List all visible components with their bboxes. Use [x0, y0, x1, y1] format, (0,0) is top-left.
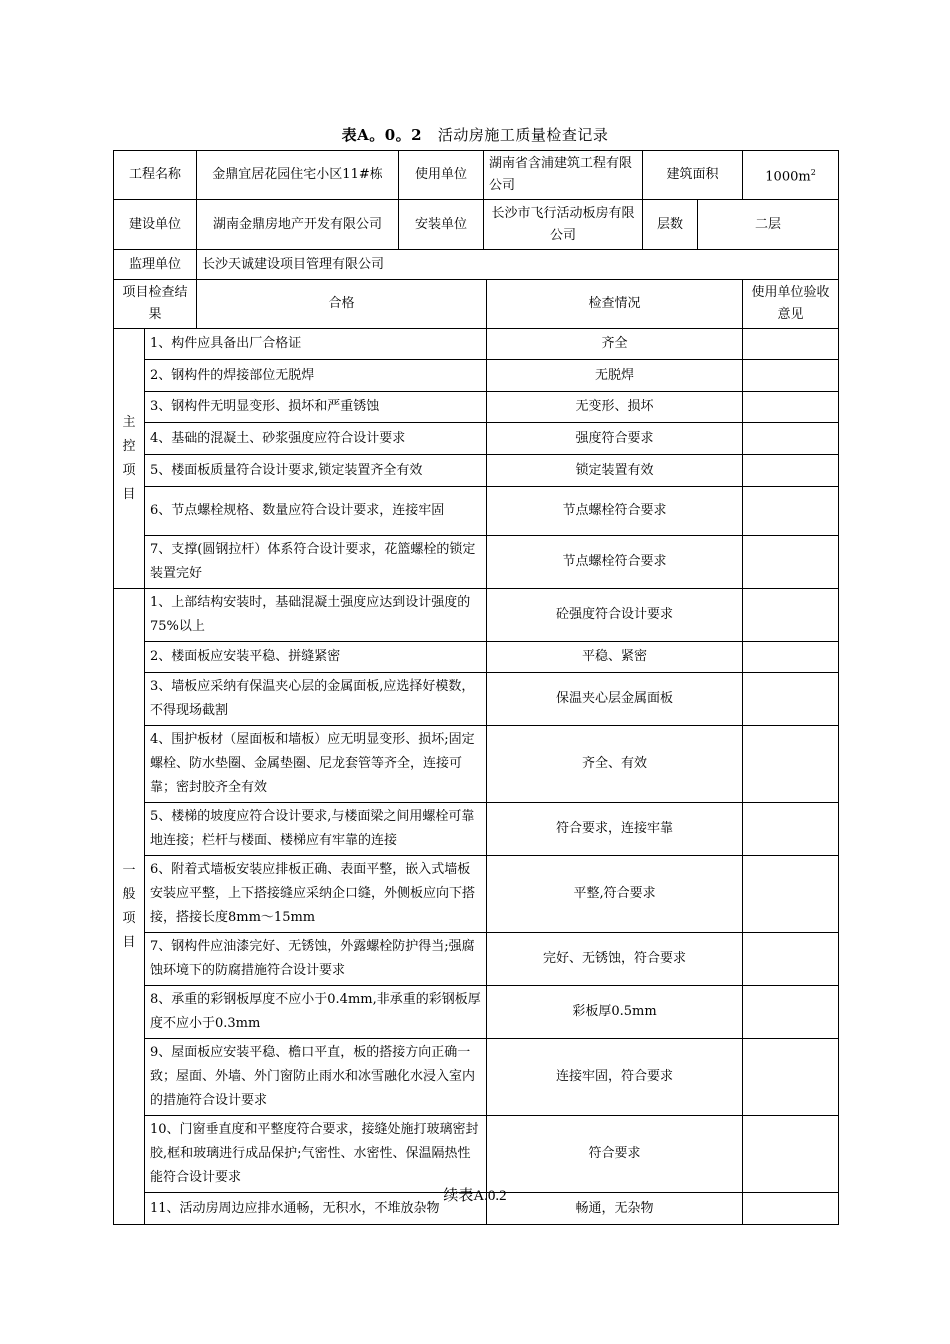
general-item-text: 11、活动房周边应排水通畅，无积水，不堆放杂物	[145, 1193, 487, 1225]
general-item-acceptance	[743, 803, 839, 856]
header-row-3	[114, 250, 839, 280]
installer-value: 长沙市飞行活动板房有限公司	[484, 200, 643, 250]
general-item-status: 符合要求，连接牢靠	[487, 803, 743, 856]
main-item-status: 无变形、损坏	[487, 392, 743, 423]
general-item-text: 2、楼面板应安装平稳、拼缝紧密	[145, 642, 487, 673]
area-unit-sup: 2	[810, 167, 816, 177]
general-items-label: 一 般 项 目	[114, 589, 145, 1225]
general-item-acceptance	[743, 986, 839, 1039]
main-item-row	[114, 487, 839, 536]
main-item-row	[114, 329, 839, 360]
general-item-status: 符合要求	[487, 1116, 743, 1193]
main-item-text: 7、支撑(圆钢拉杆）体系符合设计要求，花篮螺栓的锁定装置完好	[145, 536, 487, 589]
general-item-row	[114, 1116, 839, 1193]
main-item-acceptance	[743, 329, 839, 360]
area-value: 1000m	[765, 169, 811, 185]
general-item-text: 9、屋面板应安装平稳、檐口平直，板的搭接方向正确一致；屋面、外墙、外门窗防止雨水和冰雪融化水浸入室内的措施符合设计要求	[145, 1039, 487, 1116]
main-item-status: 无脱焊	[487, 360, 743, 392]
main-item-acceptance	[743, 487, 839, 536]
general-item-row	[114, 986, 839, 1039]
project-name-value: 金鼎宜居花园住宅小区11#栋	[197, 151, 399, 200]
supervisor-label: 监理单位	[114, 250, 197, 280]
general-item-row	[114, 856, 839, 933]
col-acceptance: 使用单位验收意见	[743, 280, 839, 329]
main-item-acceptance	[743, 392, 839, 423]
main-item-text: 3、钢构件无明显变形、损坏和严重锈蚀	[145, 392, 487, 423]
general-item-row	[114, 673, 839, 726]
general-item-status: 彩板厚0.5mm	[487, 986, 743, 1039]
general-item-text: 5、楼梯的坡度应符合设计要求,与楼面梁之间用螺栓可靠地连接；栏杆与楼面、楼梯应有牢靠的连接	[145, 803, 487, 856]
main-items-label: 主 控 项 目	[114, 329, 145, 589]
col-check-result: 项目检查结果	[114, 280, 197, 329]
user-unit-label: 使用单位	[399, 151, 484, 200]
general-item-text: 7、钢构件应油漆完好、无锈蚀，外露螺栓防护得当;强腐蚀环境下的防腐措施符合设计要求	[145, 933, 487, 986]
general-item-text: 1、上部结构安装时，基础混凝土强度应达到设计强度的75%以上	[145, 589, 487, 642]
main-item-text: 6、节点螺栓规格、数量应符合设计要求，连接牢固	[145, 487, 487, 536]
area-value-cell	[743, 151, 839, 200]
general-item-acceptance	[743, 726, 839, 803]
general-item-text: 3、墙板应采纳有保温夹心层的金属面板,应选择好模数，不得现场截割	[145, 673, 487, 726]
general-item-status: 平整,符合要求	[487, 856, 743, 933]
main-item-row	[114, 455, 839, 487]
continued-table-caption: 续表A.0.2	[443, 1188, 507, 1204]
general-item-text: 6、附着式墙板安装应排板正确、表面平整，嵌入式墙板安装应平整，上下搭接缝应采纳企口缝，外侧板应向下搭接，搭接长度8mm～15mm	[145, 856, 487, 933]
main-item-text: 2、钢构件的焊接部位无脱焊	[145, 360, 487, 392]
general-item-row	[114, 726, 839, 803]
general-item-status: 保温夹心层金属面板	[487, 673, 743, 726]
general-item-row	[114, 933, 839, 986]
main-item-text: 4、基础的混凝土、砂浆强度应符合设计要求	[145, 423, 487, 455]
main-item-row	[114, 360, 839, 392]
main-item-text: 5、楼面板质量符合设计要求,锁定装置齐全有效	[145, 455, 487, 487]
general-item-acceptance	[743, 642, 839, 673]
builder-value: 湖南金鼎房地产开发有限公司	[197, 200, 399, 250]
general-item-row	[114, 803, 839, 856]
general-item-text: 10、门窗垂直度和平整度符合要求，接缝处施打玻璃密封胶,框和玻璃进行成品保护;气密性、水密性、保温隔热性能符合设计要求	[145, 1116, 487, 1193]
main-item-acceptance	[743, 536, 839, 589]
main-item-status: 节点螺栓符合要求	[487, 536, 743, 589]
header-row-1	[114, 151, 839, 200]
main-item-row	[114, 423, 839, 455]
main-item-text: 1、构件应具备出厂合格证	[145, 329, 487, 360]
main-item-status: 节点螺栓符合要求	[487, 487, 743, 536]
column-header-row	[114, 280, 839, 329]
general-item-text: 4、围护板材（屋面板和墙板）应无明显变形、损坏;固定螺栓、防水垫圈、金属垫圈、尼龙套管等齐全，连接可靠；密封胶齐全有效	[145, 726, 487, 803]
floors-value: 二层	[698, 200, 839, 250]
general-item-acceptance	[743, 933, 839, 986]
main-item-row	[114, 536, 839, 589]
user-unit-value: 湖南省含浦建筑工程有限公司	[484, 151, 643, 200]
floors-label: 层数	[643, 200, 698, 250]
inspection-record-table	[113, 150, 839, 1225]
header-row-2	[114, 200, 839, 250]
document-title	[0, 124, 950, 145]
col-qualified: 合格	[197, 280, 487, 329]
main-item-status: 齐全	[487, 329, 743, 360]
general-item-status: 平稳、紧密	[487, 642, 743, 673]
main-item-acceptance	[743, 360, 839, 392]
main-item-row	[114, 392, 839, 423]
title-text: 活动房施工质量检查记录	[437, 126, 609, 144]
builder-label: 建设单位	[114, 200, 197, 250]
general-item-status: 齐全、有效	[487, 726, 743, 803]
general-item-text: 8、承重的彩钢板厚度不应小于0.4mm,非承重的彩钢板厚度不应小于0.3mm	[145, 986, 487, 1039]
general-item-row	[114, 589, 839, 642]
area-label: 建筑面积	[643, 151, 743, 200]
general-item-acceptance	[743, 589, 839, 642]
general-item-row	[114, 642, 839, 673]
main-item-status: 锁定装置有效	[487, 455, 743, 487]
general-item-status: 砼强度符合设计要求	[487, 589, 743, 642]
supervisor-value: 长沙天诚建设项目管理有限公司	[197, 250, 839, 280]
general-item-status: 连接牢固，符合要求	[487, 1039, 743, 1116]
general-item-row	[114, 1039, 839, 1116]
installer-label: 安装单位	[399, 200, 484, 250]
general-item-status: 畅通，无杂物	[487, 1193, 743, 1225]
main-item-status: 强度符合要求	[487, 423, 743, 455]
col-status: 检查情况	[487, 280, 743, 329]
main-item-acceptance	[743, 423, 839, 455]
general-item-status: 完好、无锈蚀，符合要求	[487, 933, 743, 986]
project-name-label: 工程名称	[114, 151, 197, 200]
general-item-acceptance	[743, 673, 839, 726]
general-item-acceptance	[743, 1039, 839, 1116]
main-item-acceptance	[743, 455, 839, 487]
title-prefix: 表A。0。2	[341, 126, 423, 144]
general-item-acceptance	[743, 1116, 839, 1193]
general-item-acceptance	[743, 856, 839, 933]
